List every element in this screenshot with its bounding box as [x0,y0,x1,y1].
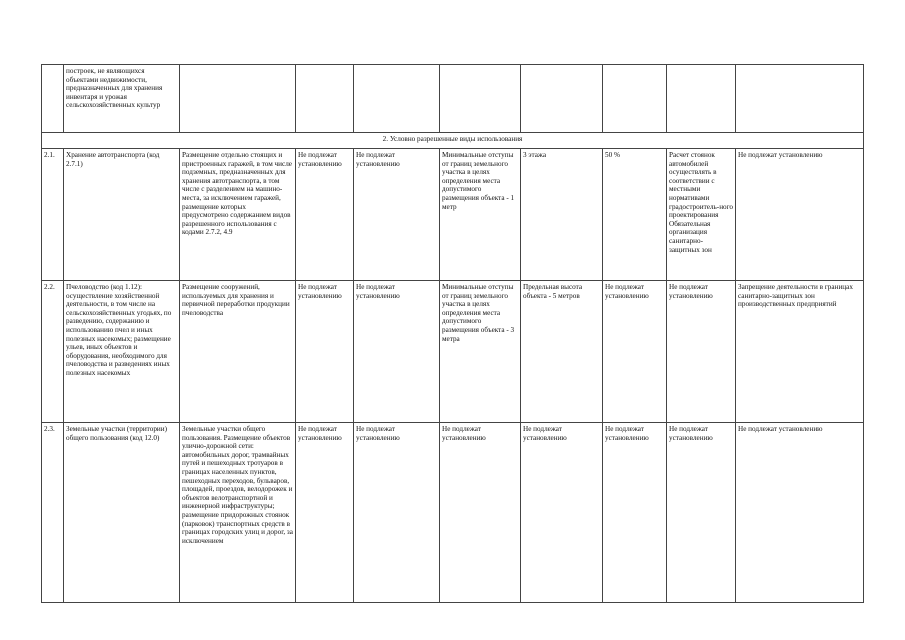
param-c7: 50 % [603,149,667,281]
param-c5: Минимальные отступы от границ земельного участка в целях определения места допустимого размещения объекта - 1 метр [440,149,521,281]
use-description: Размещение сооружений, используемых для хранения и первичной переработки продукции пчеловодства [180,281,296,423]
table-cell-c3 [296,65,354,133]
table-cell-c7 [603,65,667,133]
param-c8: Не подлежат установлению [667,423,736,603]
param-c7: Не подлежат установлению [603,281,667,423]
table-row [42,423,864,603]
table-row [42,281,864,423]
section-header-row [42,133,864,149]
table-cell-c9 [736,65,864,133]
param-c6: Предельная высота объекта - 5 метров [521,281,603,423]
row-number: 2.1. [42,149,64,281]
regulations-table [41,64,864,603]
table-cell-num [42,65,64,133]
table-cell-c8 [667,65,736,133]
param-c6: 3 этажа [521,149,603,281]
row-number: 2.3. [42,423,64,603]
param-c6: Не подлежат установлению [521,423,603,603]
table-row-continuation [42,65,864,133]
param-c4: Не подлежат установлению [354,423,440,603]
use-name: Земельные участки (территории) общего пользования (код 12.0) [64,423,180,603]
param-c5: Минимальные отступы от границ земельного участка в целях определения места допустимого размещения объекта - 3 метра [440,281,521,423]
param-c4: Не подлежат установлению [354,281,440,423]
section-header: 2. Условно разрешенные виды использования [42,133,864,149]
use-description: Земельные участки общего пользования. Размещение объектов улично-дорожной сети: автомобильных дорог, трамвайных путей и пешеходных тротуаров в границах населенных пунктов, пешеходных переходов, бульваров, площадей, проездов, велодорожек и объектов велотранспортной и инженерной инфраструктуры; размещение придорожных стоянок (парковок) транспортных средств в границах городских улиц и дорог, за исключением [180,423,296,603]
table-row [42,149,864,281]
row-number: 2.2. [42,281,64,423]
param-c8: Расчет стоянок автомобилей осуществлять в соответствии с местными нормативами градостроитель-ного проектирования Обязательная организация санитарно-защитных зон [667,149,736,281]
table-cell-description [180,65,296,133]
param-c3: Не подлежат установлению [296,149,354,281]
use-description: Размещение отдельно стоящих и пристроенных гаражей, в том числе подземных, предназначенных для хранения автотранспорта, в том числе с разделением на машино-места, за исключением гаражей, размещение которых предусмотрено содержанием видов разрешенного использования с кодами 2.7.2, 4.9 [180,149,296,281]
table-cell-name: построек, не являющихся объектами недвижимости, предназначенных для хранения инвентаря и урожая сельскохозяйственных культур [64,65,180,133]
param-c3: Не подлежат установлению [296,281,354,423]
use-name: Хранение автотранспорта (код 2.7.1) [64,149,180,281]
param-c9: Не подлежат установлению [736,149,864,281]
param-c4: Не подлежат установлению [354,149,440,281]
param-c3: Не подлежат установлению [296,423,354,603]
param-c9: Запрещение деятельности в границах санитарно-защитных зон производственных предприятий [736,281,864,423]
param-c9: Не подлежат установлению [736,423,864,603]
param-c8: Не подлежат установлению [667,281,736,423]
use-name: Пчеловодство (код 1.12): осуществление хозяйственной деятельности, в том числе на сельскохозяйственных угодьях, по разведению, содержанию и использованию пчел и иных полезных насекомых; размещение ульев, иных объектов и оборудования, необходимого для пчеловодства и разведениях иных полезных насекомых [64,281,180,423]
param-c5: Не подлежат установлению [440,423,521,603]
table-cell-c5 [440,65,521,133]
table-cell-c6 [521,65,603,133]
table-cell-c4 [354,65,440,133]
param-c7: Не подлежат установлению [603,423,667,603]
